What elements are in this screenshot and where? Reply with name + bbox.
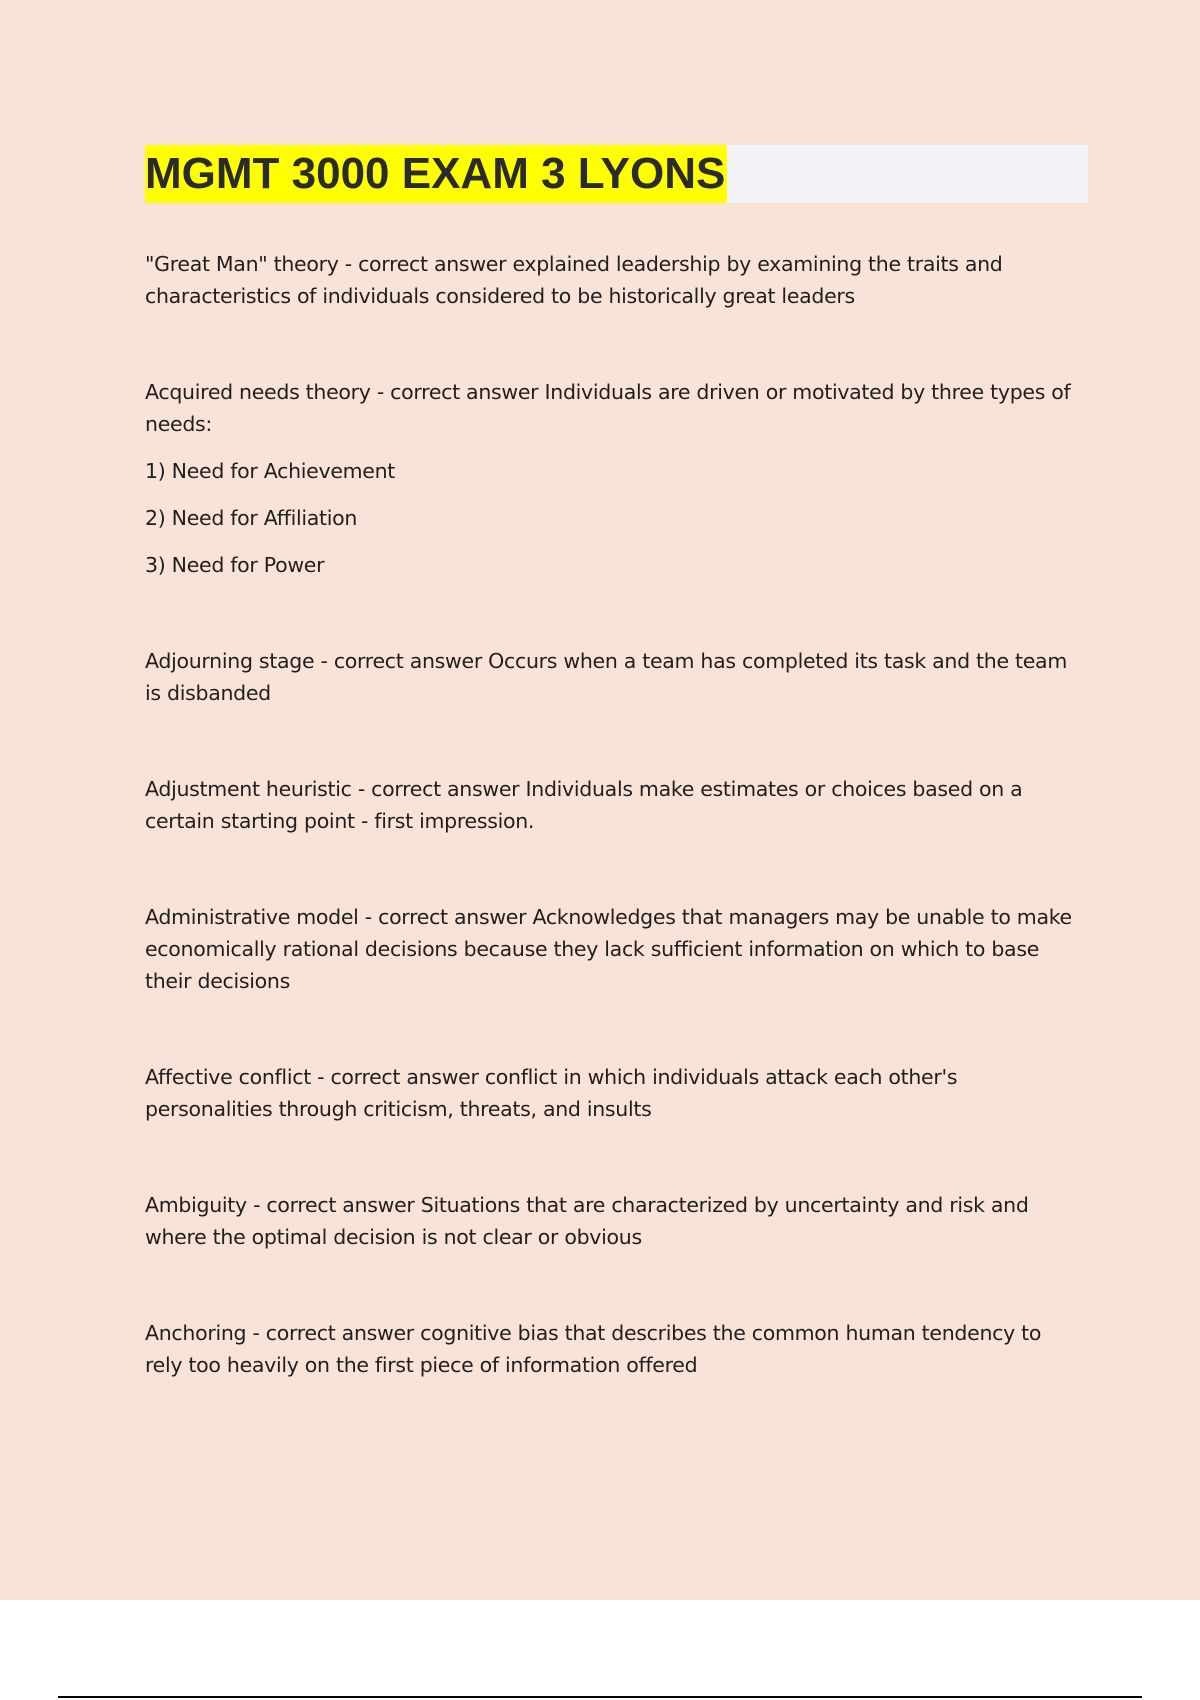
- entry-text: "Great Man" theory - correct answer explained leadership by examining the traits and characteristics of individuals considered to be historically great leaders: [145, 252, 1003, 308]
- document-body: [145, 248, 1080, 1445]
- title-row: [145, 145, 1088, 203]
- entry-text: Anchoring - correct answer cognitive bias that describes the common human tendency to rely too heavily on the first piece of information offered: [145, 1321, 1042, 1377]
- entry-great-man-theory: [145, 248, 1080, 312]
- entry-text: Acquired needs theory - correct answer Individuals are driven or motivated by three types of needs:: [145, 380, 1071, 436]
- list-item-affiliation: 2) Need for Affiliation: [145, 506, 358, 530]
- entry-affective-conflict: [145, 1061, 1080, 1125]
- document-title: MGMT 3000 EXAM 3 LYONS: [145, 145, 727, 203]
- footer-divider: [58, 1696, 1142, 1698]
- entry-adjourning-stage: [145, 645, 1080, 709]
- entry-text: Ambiguity - correct answer Situations that are characterized by uncertainty and risk and where the optimal decision is not clear or obvious: [145, 1193, 1029, 1249]
- entry-acquired-needs-theory: [145, 376, 1080, 581]
- entry-text: Adjourning stage - correct answer Occurs when a team has completed its task and the team is disbanded: [145, 649, 1067, 705]
- entry-anchoring: [145, 1317, 1080, 1381]
- list-item-achievement: 1) Need for Achievement: [145, 459, 396, 483]
- entry-text: Adjustment heuristic - correct answer Individuals make estimates or choices based on a certain starting point - first impression.: [145, 777, 1023, 833]
- list-item-power: 3) Need for Power: [145, 553, 325, 577]
- entry-text: Affective conflict - correct answer conflict in which individuals attack each other's personalities through criticism, threats, and insults: [145, 1065, 958, 1121]
- entry-ambiguity: [145, 1189, 1080, 1253]
- entry-adjustment-heuristic: [145, 773, 1080, 837]
- entry-administrative-model: [145, 901, 1080, 997]
- entry-text: Administrative model - correct answer Acknowledges that managers may be unable to make economically rational decisions because they lack sufficient information on which to base their decisions: [145, 905, 1072, 993]
